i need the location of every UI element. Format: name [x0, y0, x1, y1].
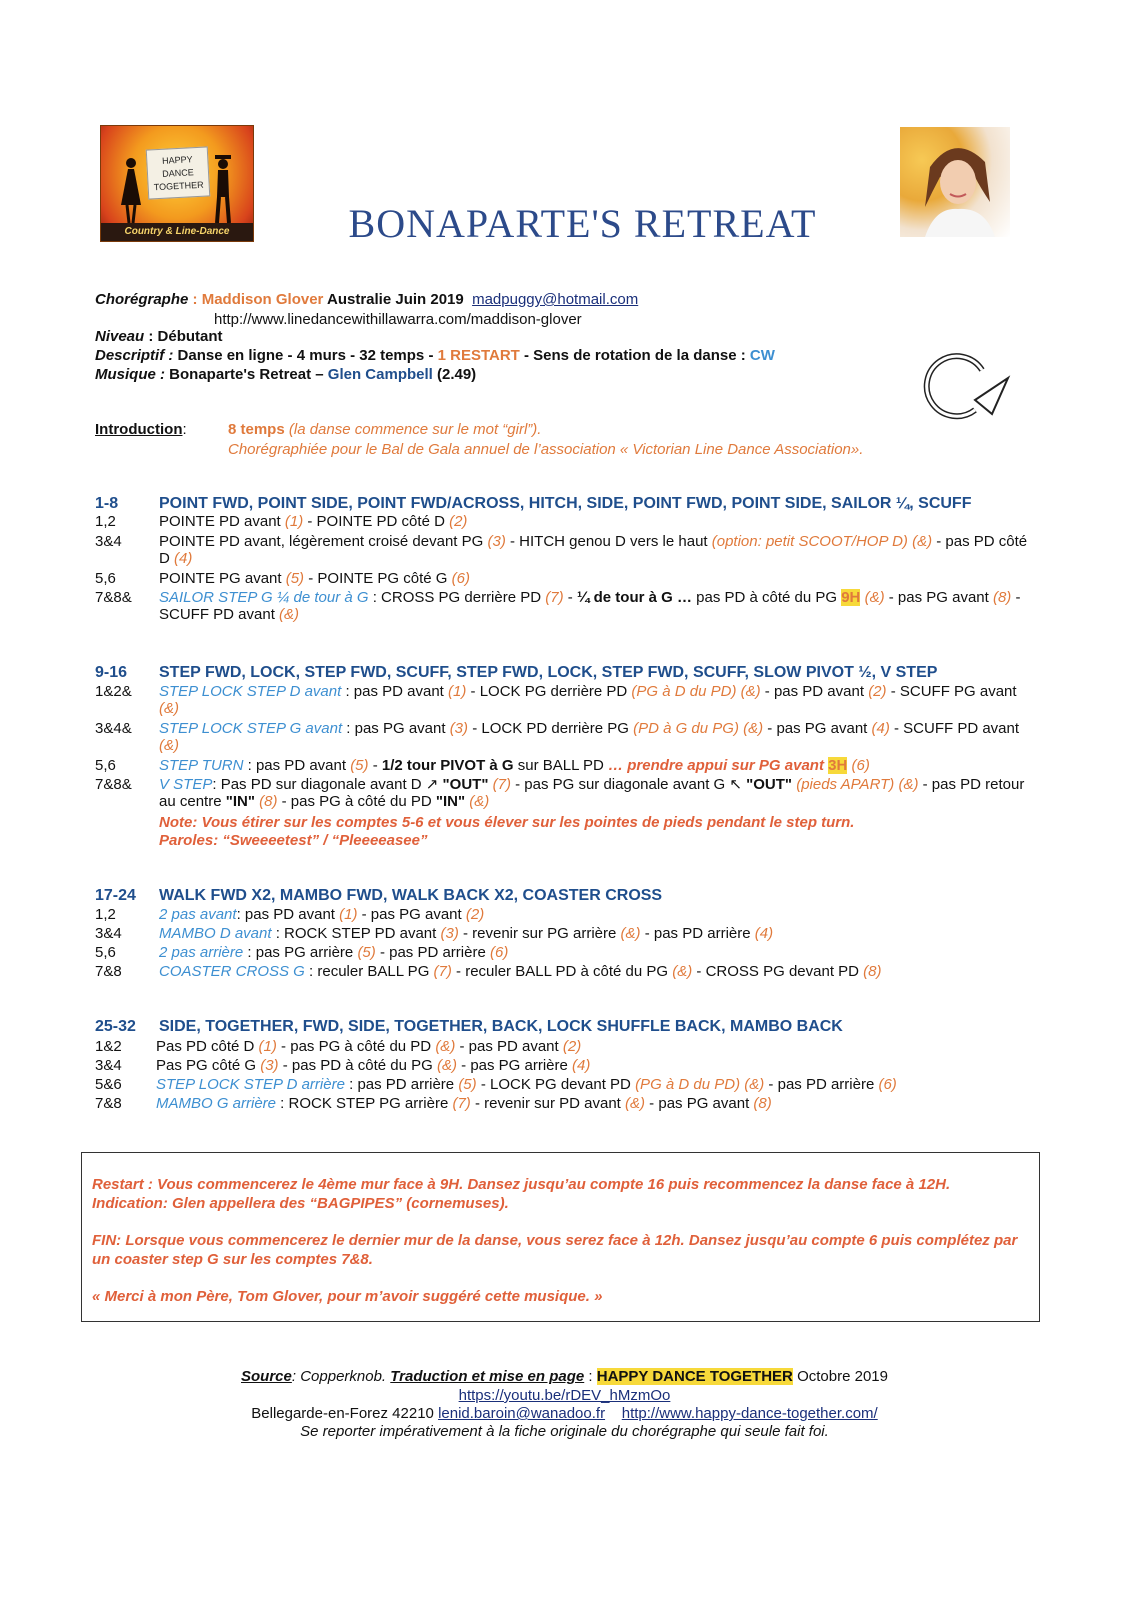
- step-description: 2 pas arrière : pas PG arrière (5) - pas PD arrière (6): [159, 944, 509, 961]
- choreographer-email-link[interactable]: madpuggy@hotmail.com: [472, 291, 639, 308]
- indication-note: Indication: Glen appellera des “BAGPIPES” (cornemuses).: [92, 1195, 509, 1212]
- introduction-note: Chorégraphiée pour le Bal de Gala annuel de l’association « Victorian Line Dance Association».: [228, 441, 864, 458]
- step-description: STEP LOCK STEP D avant : pas PD avant (1) - LOCK PG derrière PD (PG à D du PD) (&) - pas PD avant (2) - SCUFF PG avant (&): [159, 683, 1017, 717]
- step-description: Pas PG côté G (3) - pas PD à côté du PG (&) - pas PG arrière (4): [156, 1057, 591, 1074]
- step-description: 2 pas avant: pas PD avant (1) - pas PG avant (2): [159, 906, 485, 923]
- count-label: 5,6: [95, 757, 116, 774]
- step-description: COASTER CROSS G : reculer BALL PG (7) - reculer BALL PD à côté du PG (&) - CROSS PG devant PD (8): [159, 963, 882, 980]
- step-description: POINTE PG avant (5) - POINTE PG côté G (6): [159, 570, 470, 587]
- ending-note: FIN: Lorsque vous commencerez le dernier mur de la danse, vous serez face à 12h. Dansez jusqu’au compte 6 puis complétez par un coaster step G sur les comptes 7&8.: [92, 1232, 1018, 1268]
- section-heading-1-8: 1-8 POINT FWD, POINT SIDE, POINT FWD/ACROSS, HITCH, SIDE, POINT FWD, POINT SIDE, SAILOR ¼, SCUFF: [95, 495, 972, 512]
- count-label: 7&8&: [95, 589, 132, 606]
- page-title: BONAPARTE'S RETREAT: [348, 201, 817, 246]
- step-description: STEP LOCK STEP D arrière : pas PD arrière (5) - LOCK PG devant PD (PG à D du PD) (&) - pas PD arrière (6): [156, 1076, 897, 1093]
- brand-highlight: HAPPY DANCE TOGETHER: [596, 1368, 793, 1385]
- count-label: 7&8: [95, 963, 122, 980]
- count-label: 5,6: [95, 944, 116, 961]
- section-heading-9-16: 9-16 STEP FWD, LOCK, STEP FWD, SCUFF, STEP FWD, LOCK, STEP FWD, SCUFF, SLOW PIVOT ½, V STEP: [95, 664, 938, 681]
- step-description: Pas PD côté D (1) - pas PG à côté du PD (&) - pas PD avant (2): [156, 1038, 582, 1055]
- step-description: MAMBO D avant : ROCK STEP PD avant (3) - revenir sur PG arrière (&) - pas PD arrière (4): [159, 925, 774, 942]
- restart-notes-box: [81, 1152, 1040, 1322]
- lyrics-note: Paroles: “Sweeeetest” / “Pleeeeasee”: [159, 832, 428, 849]
- restart-note: Restart : Vous commencerez le 4ème mur face à 9H. Dansez jusqu’au compte 16 puis recommencez la danse face à 12H.: [92, 1176, 951, 1193]
- level-line: Niveau : Débutant: [95, 328, 223, 345]
- step-description: V STEP: Pas PD sur diagonale avant D ↗ "OUT" (7) - pas PG sur diagonale avant G ↖ "OUT" (pieds APART) (&) - pas PD retour au centre "IN" (8) - pas PG à côté du PD "IN" (&): [159, 776, 1025, 810]
- section-heading-17-24: 17-24 WALK FWD X2, MAMBO FWD, WALK BACK X2, COASTER CROSS: [95, 887, 663, 904]
- step-description: SAILOR STEP G ¼ de tour à G : CROSS PG derrière PD (7) - ¼ de tour à G … pas PD à côté du PG 9H (&) - pas PG avant (8) - SCUFF PD avant (&): [159, 589, 1021, 623]
- thanks-note: « Merci à mon Père, Tom Glover, pour m’avoir suggéré cette musique. »: [92, 1288, 603, 1305]
- footer-youtube-line: [0, 1387, 1129, 1404]
- introduction-beats: 8 temps (la danse commence sur le mot “girl”).: [228, 421, 542, 438]
- description-line: Descriptif : Danse en ligne - 4 murs - 32 temps - 1 RESTART - Sens de rotation de la danse : CW: [95, 347, 775, 364]
- count-label: 1&2&: [95, 683, 132, 700]
- wall-9h-highlight: 9H: [841, 589, 861, 606]
- footer-contact-line: Bellegarde-en-Forez 42210 lenid.baroin@wanadoo.fr http://www.happy-dance-together.com/: [251, 1405, 878, 1422]
- count-label: 5,6: [95, 570, 116, 587]
- count-label: 3&4: [95, 533, 122, 550]
- step-description: STEP TURN : pas PD avant (5) - 1/2 tour PIVOT à G sur BALL PD … prendre appui sur PG avant 3H (6): [159, 757, 870, 774]
- step-description: STEP LOCK STEP G avant : pas PG avant (3) - LOCK PD derrière PG (PD à G du PG) (&) - pas PG avant (4) - SCUFF PD avant (&): [159, 720, 1020, 754]
- wall-3h-highlight: 3H: [828, 757, 848, 774]
- step-description: POINTE PD avant, légèrement croisé devant PG (3) - HITCH genou D vers le haut (option: petit SCOOT/HOP D) (&) - pas PD côté D (4): [159, 533, 1028, 567]
- logo-band: Country & Line-Dance: [101, 223, 253, 241]
- happy-dance-website-link[interactable]: http://www.happy-dance-together.com/: [621, 1405, 878, 1422]
- count-label: 1&2: [95, 1038, 122, 1055]
- count-label: 7&8: [95, 1095, 122, 1112]
- clockwise-rotation-icon: [920, 348, 1015, 423]
- count-label: 1,2: [95, 513, 116, 530]
- footer-disclaimer: Se reporter impérativement à la fiche originale du chorégraphe qui seule fait foi.: [300, 1423, 829, 1440]
- count-label: 3&4&: [95, 720, 132, 737]
- count-label: 3&4: [95, 1057, 122, 1074]
- music-line: Musique : Bonaparte's Retreat – Glen Campbell (2.49): [95, 366, 477, 383]
- count-label: 1,2: [95, 906, 116, 923]
- step-description: POINTE PD avant (1) - POINTE PD côté D (2): [159, 513, 468, 530]
- footer-source-line: Source: Copperknob. Traduction et mise en page : HAPPY DANCE TOGETHER Octobre 2019: [241, 1368, 888, 1385]
- youtube-link[interactable]: https://youtu.be/rDEV_hMzmOo: [458, 1387, 671, 1404]
- section-heading-25-32: 25-32 SIDE, TOGETHER, FWD, SIDE, TOGETHER, BACK, LOCK SHUFFLE BACK, MAMBO BACK: [95, 1018, 843, 1035]
- count-label: 5&6: [95, 1076, 122, 1093]
- logo-sign: HAPPY DANCE TOGETHER: [146, 146, 211, 199]
- count-label: 3&4: [95, 925, 122, 942]
- choreographer-line: Chorégraphe : Maddison Glover Australie Juin 2019 madpuggy@hotmail.com: [95, 291, 639, 308]
- choreographer-website-link[interactable]: http://www.linedancewithillawarra.com/maddison-glover: [214, 311, 582, 328]
- step-description: MAMBO G arrière : ROCK STEP PG arrière (7) - revenir sur PD avant (&) - pas PG avant (8): [156, 1095, 772, 1112]
- contact-email-link[interactable]: lenid.baroin@wanadoo.fr: [438, 1405, 606, 1422]
- introduction-label: Introduction:: [95, 421, 187, 438]
- section-note: Note: Vous étirer sur les comptes 5-6 et vous élever sur les pointes de pieds pendant le step turn.: [159, 814, 855, 831]
- count-label: 7&8&: [95, 776, 132, 793]
